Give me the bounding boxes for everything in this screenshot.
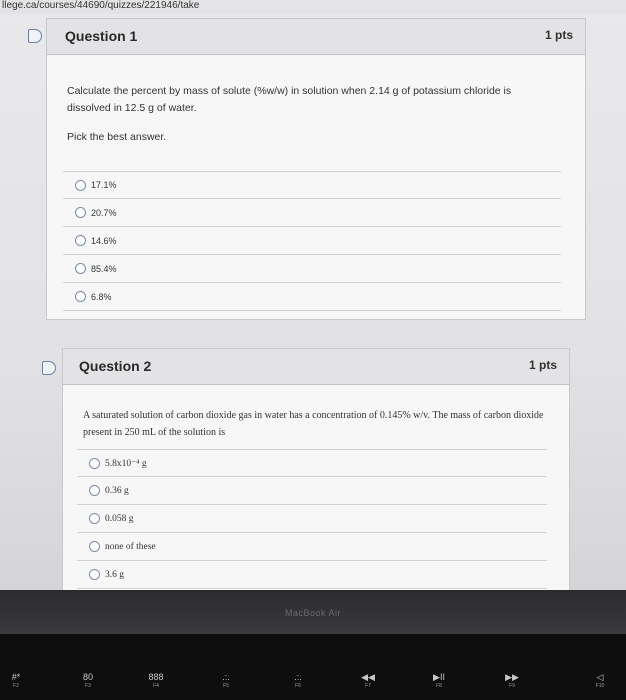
- radio-button[interactable]: [89, 513, 100, 524]
- question-2-prompt: A saturated solution of carbon dioxide gas in water has a concentration of 0.145% w/v. The mass of carbon dioxide present in 250 mL of the solution is: [83, 410, 544, 438]
- question-1-points: 1 pts: [544, 28, 573, 42]
- radio-button[interactable]: [75, 207, 86, 218]
- play-pause-icon[interactable]: ▶II F8: [433, 672, 445, 689]
- answer-option[interactable]: [77, 533, 547, 561]
- keyboard-backlight-down-icon[interactable]: .:. F5: [222, 672, 230, 689]
- launchpad-icon[interactable]: 888 F4: [148, 672, 164, 689]
- radio-button[interactable]: [75, 263, 86, 274]
- question-1-instruction: Pick the best answer.: [67, 131, 167, 143]
- answer-option[interactable]: [63, 255, 561, 283]
- answer-label: none of these: [105, 541, 156, 552]
- laptop-bezel: [0, 590, 626, 634]
- answer-option[interactable]: [77, 505, 547, 533]
- answer-option[interactable]: [63, 283, 561, 311]
- radio-button[interactable]: [75, 235, 86, 246]
- answer-option[interactable]: [77, 477, 547, 505]
- mute-icon[interactable]: ◁ F10: [595, 672, 605, 689]
- address-bar[interactable]: llege.ca/courses/44690/quizzes/221946/take: [0, 0, 626, 14]
- answer-label: 5.8x10⁻⁴ g: [105, 458, 147, 469]
- radio-button[interactable]: [89, 485, 100, 496]
- answer-label: 3.6 g: [105, 569, 124, 580]
- answer-label: 0.058 g: [105, 513, 134, 524]
- answer-option[interactable]: [63, 227, 561, 255]
- answer-option[interactable]: [77, 561, 547, 589]
- keyboard-function-row: [0, 634, 626, 700]
- question-2-points: 1 pts: [528, 358, 557, 372]
- question-2-title: Question 2: [79, 358, 152, 374]
- answer-option[interactable]: [63, 171, 561, 199]
- question-2-card: [62, 348, 570, 590]
- flag-question-icon[interactable]: [28, 29, 42, 43]
- question-1-header: [47, 19, 585, 55]
- rewind-icon[interactable]: ◀◀ F7: [361, 672, 375, 689]
- radio-button[interactable]: [89, 458, 100, 469]
- answer-label: 20.7%: [91, 207, 117, 218]
- question-1-prompt: Calculate the percent by mass of solute (%w/w) in solution when 2.14 g of potassium chloride is dissolved in 12.5 g of water.: [67, 85, 512, 114]
- answer-label: 17.1%: [91, 180, 117, 190]
- answer-option[interactable]: [63, 199, 561, 227]
- bezel-label: MacBook Air: [284, 608, 342, 618]
- answer-label: 6.8%: [91, 291, 112, 302]
- answer-label: 85.4%: [91, 263, 117, 274]
- fast-forward-icon[interactable]: ▶▶ F9: [505, 672, 519, 689]
- answer-option[interactable]: [77, 449, 547, 477]
- answer-label: 0.36 g: [105, 485, 129, 496]
- radio-button[interactable]: [89, 541, 100, 552]
- answer-label: 14.6%: [91, 235, 117, 246]
- question-2-header: [63, 349, 569, 385]
- question-2-answers: [77, 449, 547, 589]
- brightness-icon[interactable]: #* F2: [11, 672, 21, 689]
- question-1-card: [46, 18, 586, 320]
- mission-control-icon[interactable]: 80 F3: [82, 672, 93, 689]
- radio-button[interactable]: [75, 180, 86, 191]
- radio-button[interactable]: [75, 291, 86, 302]
- radio-button[interactable]: [89, 569, 100, 580]
- question-1-title: Question 1: [65, 28, 138, 44]
- question-1-answers: [63, 171, 561, 311]
- flag-question-icon[interactable]: [42, 361, 56, 375]
- keyboard-backlight-up-icon[interactable]: .:. F6: [294, 672, 302, 689]
